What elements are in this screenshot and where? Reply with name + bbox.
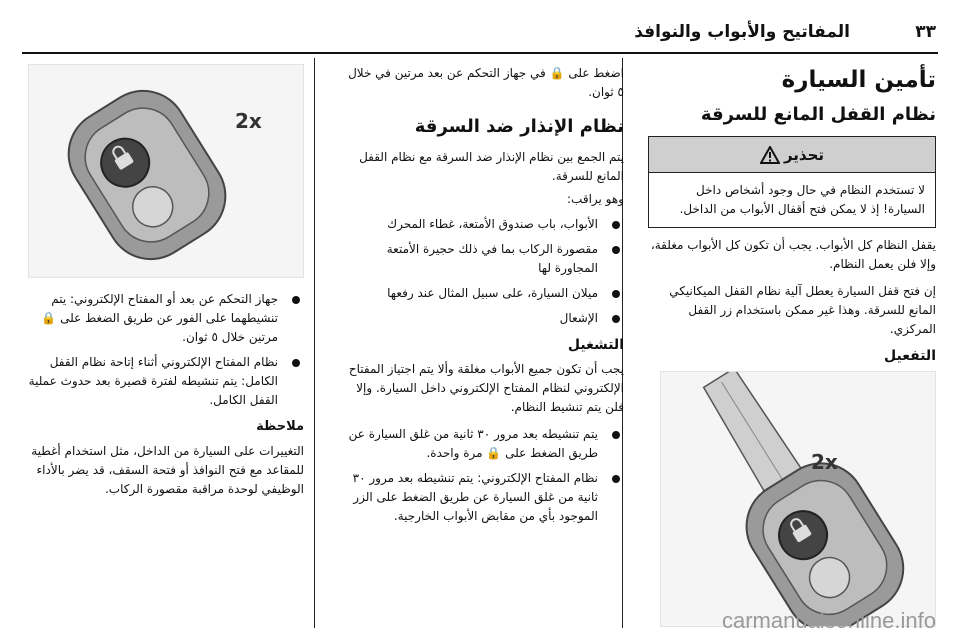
section-title: تأمين السيارة [781, 67, 936, 93]
right-column [648, 64, 936, 627]
key-fob-illustration [660, 372, 935, 627]
bullet-icon [292, 296, 300, 304]
page-header [0, 0, 960, 52]
list-item: يتم تنشيطه بعد مرور ٣٠ ثانية من غلق السيارة عن طريق الضغط على 🔒 مرة واحدة. [348, 425, 624, 463]
paragraph: يجب أن تكون جميع الأبواب مغلقة وألا يتم اجتياز المفتاح الإلكتروني لنظام المفتاح الإلكتروني داخل السيارة. وإلا فلن يتم تنشيط النظام. [348, 362, 624, 414]
warning-box [648, 136, 936, 228]
paragraph: يتم الجمع بين نظام الإنذار ضد السرقة مع نظام القفل المانع للسرقة. [359, 150, 624, 183]
middle-column [348, 64, 624, 532]
press-count-label: 2x [811, 450, 838, 474]
watermark: carmanualsonline.info [721, 608, 936, 633]
warning-label: تحذير [783, 145, 825, 164]
activation-heading: التشغيل [567, 337, 624, 353]
header-rule [22, 52, 938, 54]
paragraph: اضغط على 🔒 في جهاز التحكم عن بعد مرتين في خلال ٥ ثوان. [348, 66, 624, 99]
activation-list [348, 425, 624, 526]
list-item: نظام المفتاح الإلكتروني أثناء إتاحة نظام القفل الكامل: يتم تنشيطه لفترة قصيرة بعد حدوث عملية القفل الكامل. [22, 353, 304, 410]
paragraph: إن فتح قفل السيارة يعطل آلية نظام القفل الميكانيكي المانع للسرقة. وهذا غير ممكن باستخدام زر القفل المركزي. [669, 284, 936, 336]
list-item: جهاز التحكم عن بعد أو المفتاح الإلكتروني: يتم تنشيطهما على الفور عن طريق الضغط على 🔒 مرتين خلال ٥ ثوان. [22, 290, 304, 347]
key-fob-figure [660, 371, 936, 627]
note-text: التغييرات على السيارة من الداخل، مثل استخدام أغطية للمقاعد مع فتح النوافذ أو فتحة السقف، قد يضر بالأداء الوظيفي لوحدة مراقبة مقصورة الركاب. [31, 444, 304, 496]
chapter-title: المفاتيح والأبواب والنوافذ [634, 22, 850, 42]
bullet-icon [612, 221, 620, 229]
column-divider [314, 58, 315, 628]
bullet-icon [612, 315, 620, 323]
list-item: الأبواب، باب صندوق الأمتعة، غطاء المحرك [348, 215, 624, 234]
bullet-icon [612, 246, 620, 254]
warning-text: لا تستخدم النظام في حال وجود أشخاص داخل السيارة! إذ لا يمكن فتح أقفال الأبواب من الداخل. [679, 183, 925, 216]
monitored-items-list [348, 215, 624, 328]
bullet-icon [612, 475, 620, 483]
list-item: ميلان السيارة، على سبيل المثال عند رفعها [348, 284, 624, 303]
paragraph: يقفل النظام كل الأبواب. يجب أن تكون كل الأبواب مغلقة، وإلا فلن يعمل النظام. [650, 238, 936, 271]
list-item: نظام المفتاح الإلكتروني: يتم تنشيطه بعد مرور ٣٠ ثانية من غلق السيارة عن طريق الضغط على الزر الموجود بأي من مقابض الأبواب الخارجية. [348, 469, 624, 526]
monitors-label: وهو يراقب: [567, 192, 624, 206]
activation-heading: التفعيل [884, 348, 936, 364]
bullet-icon [612, 431, 620, 439]
key-fob-illustration [28, 65, 303, 278]
list-item: مقصورة الركاب بما في ذلك حجيرة الأمتعة المجاورة لها [348, 240, 624, 278]
bullet-icon [292, 359, 300, 367]
note-heading: ملاحظة [256, 419, 304, 434]
activation-list [22, 290, 304, 410]
left-column [22, 64, 304, 499]
list-item: الإشعال [348, 309, 624, 328]
page-number: ٣٣ [915, 22, 936, 42]
press-count-label: 2x [235, 109, 262, 133]
subsection-title: نظام القفل المانع للسرقة [700, 104, 936, 125]
warning-header [649, 137, 935, 173]
section-title: نظام الإنذار ضد السرقة [414, 116, 624, 137]
bullet-icon [612, 290, 620, 298]
key-fob-figure [28, 64, 304, 278]
warning-triangle-icon [760, 146, 780, 164]
